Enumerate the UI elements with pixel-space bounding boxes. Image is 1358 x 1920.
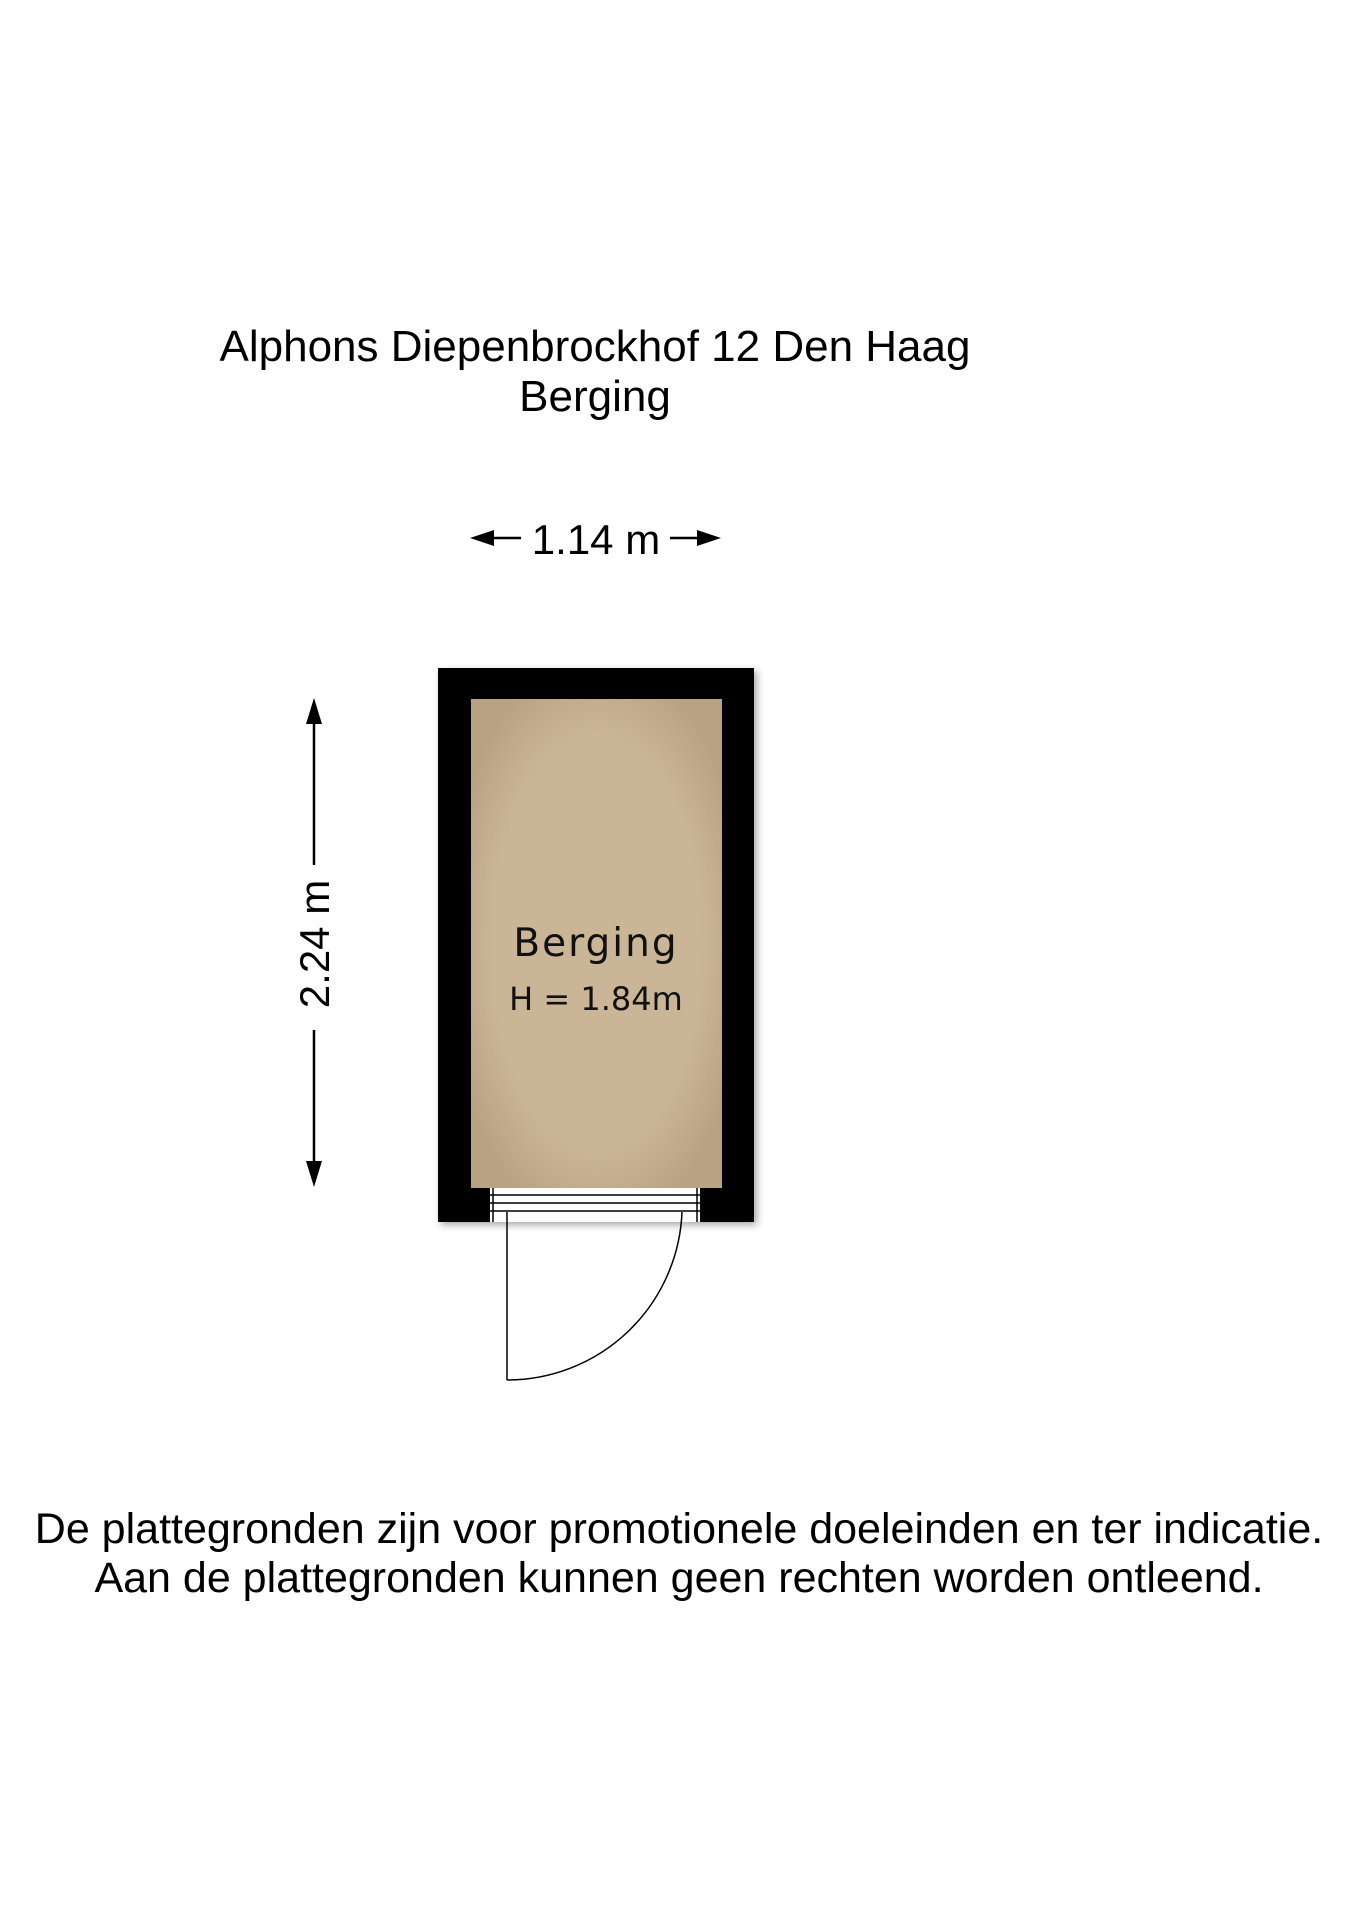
arrow-up-icon — [306, 698, 322, 724]
arrow-right-icon — [697, 530, 721, 546]
door-swing-icon — [507, 1212, 682, 1380]
height-dimension-label: 2.24 m — [291, 879, 338, 1009]
room-storage — [438, 668, 754, 1380]
door-opening — [490, 1188, 700, 1222]
address-title: Alphons Diepenbrockhof 12 Den Haag — [219, 322, 971, 371]
arrow-left-icon — [470, 530, 494, 546]
arrow-down-icon — [306, 1161, 322, 1187]
disclaimer-line-1: De plattegronden zijn voor promotionele doeleinden en ter indicatie. — [34, 1505, 1324, 1553]
room-name-label: Berging — [513, 921, 679, 966]
disclaimer-line-2: Aan de plattegronden kunnen geen rechten worden ontleend. — [94, 1554, 1264, 1602]
width-dimension-label: 1.14 m — [531, 516, 661, 563]
room-height-label: H = 1.84m — [509, 980, 683, 1018]
height-dimension — [291, 698, 338, 1187]
floor-title: Berging — [519, 372, 671, 421]
disclaimer — [0, 1505, 1358, 1603]
width-dimension — [470, 516, 721, 563]
